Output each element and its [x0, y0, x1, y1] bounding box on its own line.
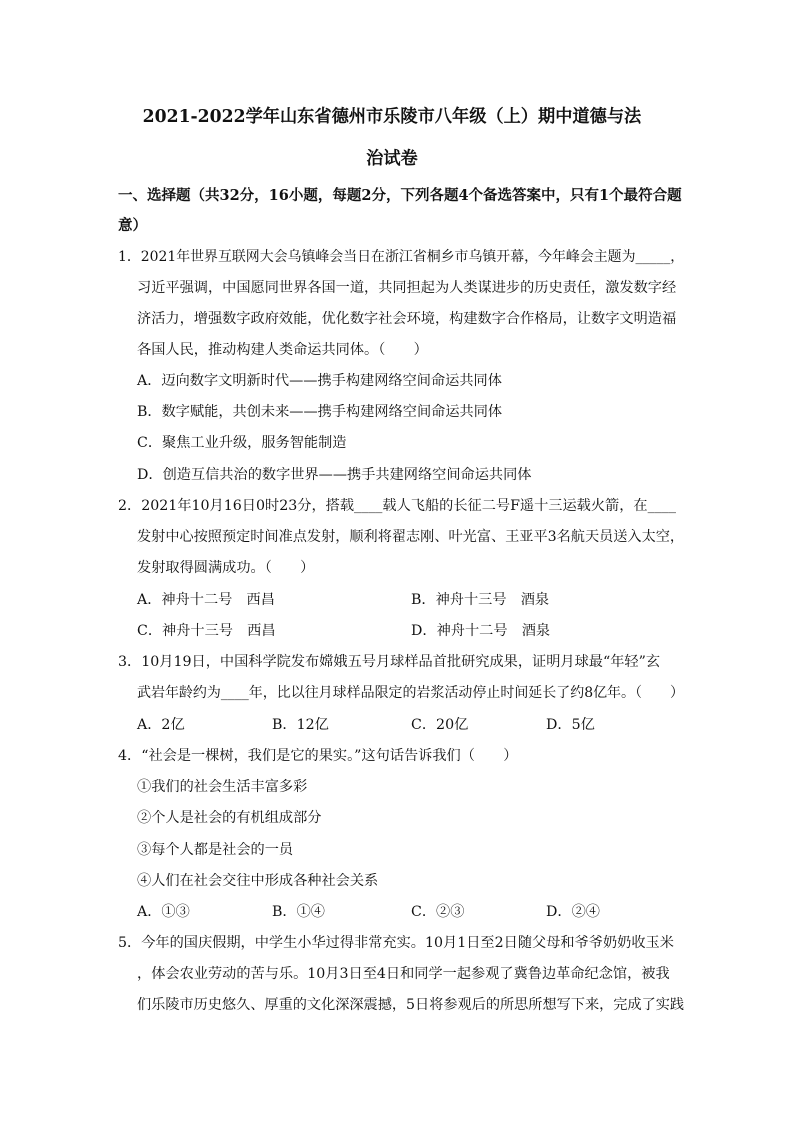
q2-line-2: 发射中心按照预定时间准点发射，顺利将翟志刚、叶光富、王亚平3名航天员送入太空，	[137, 529, 685, 545]
q1-option-c: C．聚焦工业升级，服务智能制造	[137, 435, 347, 451]
q3-option-b: B．12亿	[272, 717, 329, 733]
q4-option-b: B．①④	[272, 904, 325, 920]
document-title-line-1: 2021-2022学年山东省德州市乐陵市八年级（上）期中道德与法	[142, 107, 642, 127]
q5-line-1: 5．今年的国庆假期，中学生小华过得非常充实。10月1日至2日随父母和爷爷奶奶收玉米	[118, 935, 674, 951]
q1-option-d: D．创造互信共治的数字世界——携手共建网络空间命运共同体	[137, 467, 532, 483]
q4-statement-1: ①我们的社会生活丰富多彩	[137, 779, 308, 795]
q3-line-1: 3．10月19日，中国科学院发布嫦娥五号月球样品首批研究成果，证明月球最“年轻”玄	[118, 654, 661, 670]
document-title-line-2: 治试卷	[366, 149, 418, 169]
q5-line-3: 们乐陵市历史悠久、厚重的文化深深震撼，5日将参观后的所思所想写下来，完成了实践	[137, 997, 685, 1013]
q1-line-1: 1．2021年世界互联网大会乌镇峰会当日在浙江省桐乡市乌镇开幕，今年峰会主题为_____，	[118, 249, 685, 265]
q4-option-d: D．②④	[546, 904, 600, 920]
q1-option-b: B．数字赋能，共创未来——携手构建网络空间命运共同体	[137, 404, 503, 420]
q4-statement-4: ④人们在社会交往中形成各种社会关系	[137, 873, 379, 889]
q1-line-2: 习近平强调，中国愿同世界各国一道，共同担起为人类谋进步的历史责任，激发数字经	[137, 280, 677, 296]
q3-line-2: 武岩年龄约为____年，比以往月球样品限定的岩浆活动停止时间延长了约8亿年。（ ）	[137, 685, 684, 701]
q3-option-d: D．5亿	[546, 717, 595, 733]
q2-option-a: A．神舟十二号 西昌	[137, 592, 275, 608]
q5-line-2: ，体会农业劳动的苦与乐。10月3日至4日和同学一起参观了冀鲁边革命纪念馆，被我	[137, 966, 670, 982]
q2-line-1: 2．2021年10月16日0时23分，搭载____载人飞船的长征二号F遥十三运载火箭，在____	[118, 498, 676, 514]
q2-line-3: 发射取得圆满成功。（ ）	[137, 560, 315, 576]
q1-line-4: 各国人民，推动构建人类命运共同体。（ ）	[137, 342, 428, 358]
q2-option-d: D．神舟十二号 酒泉	[411, 623, 551, 639]
q4-statement-3: ③每个人都是社会的一员	[137, 842, 294, 858]
q4-option-a: A．①③	[137, 904, 190, 920]
q4-option-c: C．②③	[411, 904, 465, 920]
section-heading-line-1: 一、选择题（共32分，16小题，每题2分，下列各题4个备选答案中，只有1个最符合题	[118, 187, 682, 204]
q4-statement-2: ②个人是社会的有机组成部分	[137, 810, 322, 826]
q1-option-a: A．迈向数字文明新时代——携手构建网络空间命运共同体	[137, 373, 502, 389]
q2-option-c: C．神舟十三号 西昌	[137, 623, 276, 639]
q2-option-b: B．神舟十三号 酒泉	[411, 592, 550, 608]
q3-option-c: C．20亿	[411, 717, 469, 733]
q4-line-1: 4．“社会是一棵树，我们是它的果实。”这句话告诉我们（ ）	[118, 748, 518, 764]
section-heading-line-2: 意）	[118, 217, 147, 234]
q1-line-3: 济活力，增强数字政府效能，优化数字社会环境，构建数字合作格局，让数字文明造福	[137, 311, 677, 327]
q3-option-a: A．2亿	[137, 717, 185, 733]
